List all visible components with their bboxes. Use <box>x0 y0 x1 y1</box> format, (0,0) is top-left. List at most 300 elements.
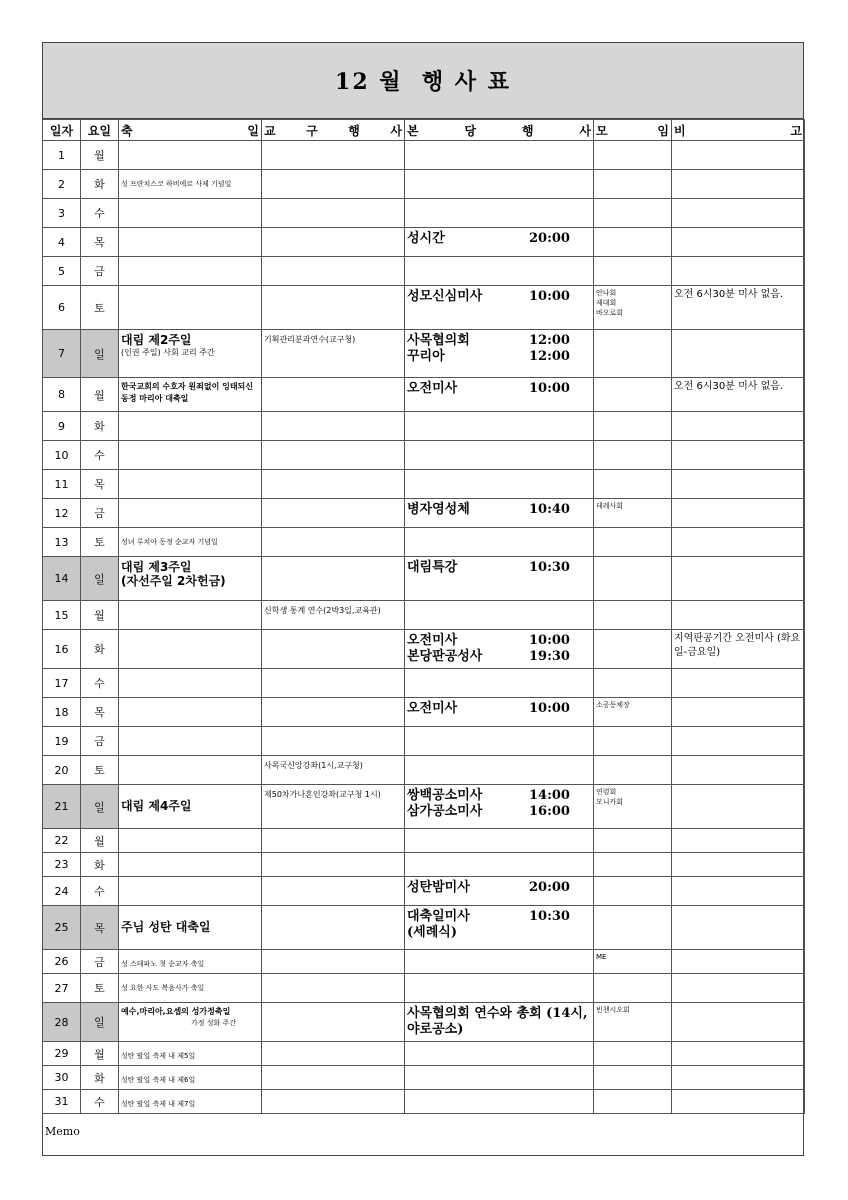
remarks-cell[interactable] <box>672 286 805 330</box>
weekday-cell: 토 <box>81 286 119 330</box>
weekday-cell: 토 <box>81 528 119 557</box>
day-cell: 1 <box>43 141 81 170</box>
table-row <box>43 669 805 698</box>
feast-cell[interactable] <box>119 727 262 756</box>
parish-event-cell[interactable] <box>405 785 594 829</box>
day-cell: 17 <box>43 669 81 698</box>
weekday-cell: 수 <box>81 441 119 470</box>
meeting-cell[interactable] <box>594 601 672 630</box>
parish-event <box>407 880 591 896</box>
table-row <box>43 528 805 557</box>
weekday-cell: 수 <box>81 1090 119 1114</box>
remarks-cell[interactable] <box>672 378 805 412</box>
parish-event-cell[interactable] <box>405 412 594 441</box>
diocese-event-cell[interactable] <box>262 470 405 499</box>
diocese-event-cell[interactable] <box>262 1042 405 1066</box>
remarks-cell[interactable] <box>672 412 805 441</box>
parish-events <box>407 228 591 247</box>
parish-event-cell[interactable] <box>405 974 594 1003</box>
feast-text: 성 프란치스코 하비에르 사제 기념일 <box>121 180 232 188</box>
feast-cell[interactable] <box>119 286 262 330</box>
diocese-event-cell[interactable] <box>262 330 405 378</box>
meeting-cell[interactable] <box>594 378 672 412</box>
parish-event-cell[interactable] <box>405 1066 594 1090</box>
table-row <box>43 170 805 199</box>
meeting-list <box>596 286 669 318</box>
day-cell: 19 <box>43 727 81 756</box>
parish-event-cell[interactable] <box>405 470 594 499</box>
feast-cell[interactable] <box>119 974 262 1003</box>
parish-event-cell[interactable] <box>405 630 594 669</box>
event-time: 10:40 <box>529 502 570 517</box>
parish-event-cell[interactable] <box>405 1042 594 1066</box>
event-name: 대림특강 <box>407 560 458 575</box>
remarks-cell[interactable] <box>672 1003 805 1042</box>
parish-event-cell[interactable] <box>405 557 594 601</box>
parish-events <box>407 785 591 820</box>
header-parish-events <box>405 120 594 141</box>
meeting-cell[interactable] <box>594 257 672 286</box>
table-row <box>43 557 805 601</box>
meeting-cell[interactable] <box>594 412 672 441</box>
remarks-cell[interactable] <box>672 528 805 557</box>
feast-cell[interactable] <box>119 257 262 286</box>
parish-event <box>407 289 591 305</box>
header-char: 모 <box>596 123 608 138</box>
meeting-cell[interactable] <box>594 906 672 950</box>
parish-events <box>407 906 591 941</box>
day-cell: 11 <box>43 470 81 499</box>
event-time: 10:00 <box>529 381 570 396</box>
parish-event <box>407 788 591 804</box>
meeting-cell[interactable] <box>594 727 672 756</box>
schedule-table <box>42 119 805 1114</box>
meeting-cell[interactable] <box>594 557 672 601</box>
header-remarks <box>672 120 805 141</box>
meeting-cell[interactable] <box>594 829 672 853</box>
meeting-item: 제대회 <box>596 299 617 307</box>
feast-cell[interactable] <box>119 877 262 906</box>
meeting-item: 소공동체장 <box>596 701 630 709</box>
meeting-cell[interactable] <box>594 1042 672 1066</box>
parish-events <box>407 877 591 896</box>
day-cell: 31 <box>43 1090 81 1114</box>
meeting-cell[interactable] <box>594 141 672 170</box>
feast-title: 대림 제3주일 <box>121 560 192 574</box>
parish-event <box>407 349 591 365</box>
meeting-cell[interactable] <box>594 470 672 499</box>
remarks-cell[interactable] <box>672 601 805 630</box>
event-time: 16:00 <box>529 804 570 819</box>
remarks-cell[interactable] <box>672 756 805 785</box>
day-cell: 25 <box>43 906 81 950</box>
feast-cell[interactable] <box>119 412 262 441</box>
weekday-cell: 토 <box>81 974 119 1003</box>
meeting-cell[interactable] <box>594 853 672 877</box>
diocese-event-text: 제50차가나혼인강좌(교구청 1시) <box>264 790 381 799</box>
weekday-cell: 일 <box>81 330 119 378</box>
feast-cell[interactable] <box>119 199 262 228</box>
parish-event-cell[interactable] <box>405 1003 594 1042</box>
weekday-cell: 목 <box>81 698 119 727</box>
day-cell: 22 <box>43 829 81 853</box>
day-cell: 8 <box>43 378 81 412</box>
remarks-cell[interactable] <box>672 199 805 228</box>
diocese-event-cell[interactable] <box>262 698 405 727</box>
diocese-event-cell[interactable] <box>262 974 405 1003</box>
diocese-event-cell[interactable] <box>262 170 405 199</box>
diocese-event-cell[interactable] <box>262 853 405 877</box>
diocese-event-text: 신학생 통계 연수(2박3일,교육관) <box>264 606 381 615</box>
table-row <box>43 698 805 727</box>
parish-event <box>407 925 591 941</box>
diocese-event-cell[interactable] <box>262 228 405 257</box>
parish-event <box>407 381 591 397</box>
parish-event <box>407 502 591 518</box>
feast-cell[interactable] <box>119 1003 262 1042</box>
parish-event-cell[interactable] <box>405 698 594 727</box>
table-row <box>43 199 805 228</box>
memo-area[interactable] <box>43 1124 803 1155</box>
event-name: 쌍백공소미사 <box>407 788 483 803</box>
remarks-cell[interactable] <box>672 330 805 378</box>
parish-event <box>407 560 591 576</box>
remarks-cell[interactable] <box>672 470 805 499</box>
meeting-cell[interactable] <box>594 1066 672 1090</box>
parish-event-cell[interactable] <box>405 378 594 412</box>
event-time: 12:00 <box>529 349 570 364</box>
meeting-cell[interactable] <box>594 330 672 378</box>
feast-text <box>121 330 259 359</box>
diocese-event-cell[interactable] <box>262 412 405 441</box>
diocese-event-cell[interactable] <box>262 141 405 170</box>
remarks-cell[interactable] <box>672 906 805 950</box>
diocese-event-cell[interactable] <box>262 1090 405 1114</box>
feast-cell[interactable] <box>119 141 262 170</box>
diocese-event-cell[interactable] <box>262 727 405 756</box>
feast-cell[interactable] <box>119 698 262 727</box>
day-cell: 16 <box>43 630 81 669</box>
header-char: 당 <box>464 123 477 138</box>
diocese-event-cell[interactable] <box>262 557 405 601</box>
day-cell: 27 <box>43 974 81 1003</box>
day-cell: 13 <box>43 528 81 557</box>
diocese-event-cell[interactable] <box>262 378 405 412</box>
meeting-item: 안나회 <box>596 289 617 297</box>
meeting-cell[interactable] <box>594 669 672 698</box>
day-cell: 7 <box>43 330 81 378</box>
meeting-cell[interactable] <box>594 698 672 727</box>
remarks-cell[interactable] <box>672 441 805 470</box>
remarks-cell[interactable] <box>672 974 805 1003</box>
day-cell: 10 <box>43 441 81 470</box>
parish-event-cell[interactable] <box>405 877 594 906</box>
feast-cell[interactable] <box>119 756 262 785</box>
meeting-item: 바오로회 <box>596 309 624 317</box>
table-row <box>43 727 805 756</box>
feast-cell[interactable] <box>119 669 262 698</box>
parish-event-cell[interactable] <box>405 853 594 877</box>
feast-cell[interactable] <box>119 1066 262 1090</box>
table-row <box>43 441 805 470</box>
remarks-cell[interactable] <box>672 1042 805 1066</box>
remarks-cell[interactable] <box>672 950 805 974</box>
remark-text: 오전 6시30분 미사 없음. <box>674 381 784 392</box>
header-weekday: 요일 <box>81 120 119 141</box>
parish-event-cell[interactable] <box>405 228 594 257</box>
weekday-cell: 화 <box>81 1066 119 1090</box>
remarks-cell[interactable] <box>672 257 805 286</box>
remarks-cell[interactable] <box>672 698 805 727</box>
table-row <box>43 974 805 1003</box>
parish-event-cell[interactable] <box>405 330 594 378</box>
parish-event-cell[interactable] <box>405 756 594 785</box>
day-cell: 9 <box>43 412 81 441</box>
day-cell: 2 <box>43 170 81 199</box>
parish-event <box>407 231 591 247</box>
feast-cell[interactable] <box>119 1090 262 1114</box>
table-row <box>43 785 805 829</box>
parish-event-cell[interactable] <box>405 727 594 756</box>
meeting-list <box>596 499 669 511</box>
header-char: 축 <box>121 123 133 138</box>
meeting-cell[interactable] <box>594 1003 672 1042</box>
meeting-cell[interactable] <box>594 630 672 669</box>
table-row <box>43 1042 805 1066</box>
feast-text: 성탄 팔일 축제 내 제6일 <box>121 1076 196 1084</box>
weekday-cell: 금 <box>81 257 119 286</box>
table-row <box>43 228 805 257</box>
remarks-cell[interactable] <box>672 228 805 257</box>
event-name: 성시간 <box>407 231 445 246</box>
feast-cell[interactable] <box>119 470 262 499</box>
feast-cell[interactable] <box>119 170 262 199</box>
weekday-cell: 금 <box>81 499 119 528</box>
table-row <box>43 601 805 630</box>
parish-event-cell[interactable] <box>405 286 594 330</box>
table-row <box>43 412 805 441</box>
meeting-cell[interactable] <box>594 199 672 228</box>
feast-cell[interactable] <box>119 1042 262 1066</box>
remarks-cell[interactable] <box>672 499 805 528</box>
feast-cell[interactable] <box>119 630 262 669</box>
parish-event-cell[interactable] <box>405 441 594 470</box>
weekday-cell: 화 <box>81 630 119 669</box>
day-cell: 20 <box>43 756 81 785</box>
event-time: 19:30 <box>529 649 570 664</box>
parish-event <box>407 909 591 925</box>
parish-event-cell[interactable] <box>405 950 594 974</box>
meeting-cell[interactable] <box>594 974 672 1003</box>
meeting-cell[interactable] <box>594 528 672 557</box>
feast-cell[interactable] <box>119 441 262 470</box>
parish-event-cell[interactable] <box>405 906 594 950</box>
feast-cell[interactable] <box>119 950 262 974</box>
diocese-event-cell[interactable] <box>262 441 405 470</box>
parish-event-cell[interactable] <box>405 199 594 228</box>
feast-text: 성 요한 사도 복음사가 축일 <box>121 984 205 992</box>
feast-text: 한국교회의 수호자 원죄없이 잉태되신 동정 마리아 대축일 <box>121 382 254 403</box>
event-name: 본당판공성사 <box>407 649 483 664</box>
parish-event-cell[interactable] <box>405 141 594 170</box>
remarks-cell[interactable] <box>672 669 805 698</box>
weekday-cell: 일 <box>81 1003 119 1042</box>
header-char: 행 <box>521 123 534 138</box>
table-row <box>43 756 805 785</box>
diocese-event-cell[interactable] <box>262 601 405 630</box>
meeting-cell[interactable] <box>594 1090 672 1114</box>
remarks-cell[interactable] <box>672 829 805 853</box>
remarks-cell[interactable] <box>672 630 805 669</box>
meeting-cell[interactable] <box>594 499 672 528</box>
feast-cell[interactable] <box>119 785 262 829</box>
parish-event-cell[interactable] <box>405 829 594 853</box>
day-cell: 23 <box>43 853 81 877</box>
feast-cell[interactable] <box>119 499 262 528</box>
remarks-cell[interactable] <box>672 170 805 199</box>
meeting-item: 빈첸시오회 <box>596 1006 630 1014</box>
diocese-event-cell[interactable] <box>262 906 405 950</box>
parish-event <box>407 649 591 665</box>
feast-cell[interactable] <box>119 378 262 412</box>
feast-title: 대림 제4주일 <box>121 799 192 813</box>
diocese-event-cell[interactable] <box>262 1003 405 1042</box>
meeting-item: ME <box>596 953 607 961</box>
parish-event-cell[interactable] <box>405 257 594 286</box>
diocese-event-cell[interactable] <box>262 756 405 785</box>
remarks-cell[interactable] <box>672 877 805 906</box>
diocese-event-cell[interactable] <box>262 528 405 557</box>
weekday-cell: 수 <box>81 877 119 906</box>
event-time: 14:00 <box>529 788 570 803</box>
remarks-cell[interactable] <box>672 141 805 170</box>
header-char: 행 <box>348 123 360 138</box>
weekday-cell: 금 <box>81 727 119 756</box>
memo-label: Memo <box>45 1125 80 1138</box>
event-name: 오전미사 <box>407 381 458 396</box>
day-cell: 28 <box>43 1003 81 1042</box>
parish-event-cell[interactable] <box>405 499 594 528</box>
meeting-cell[interactable] <box>594 877 672 906</box>
meeting-cell[interactable] <box>594 785 672 829</box>
day-cell: 15 <box>43 601 81 630</box>
parish-event <box>407 701 591 717</box>
event-name: 꾸리아 <box>407 349 445 364</box>
remarks-cell[interactable] <box>672 557 805 601</box>
parish-events <box>407 557 591 576</box>
table-row <box>43 1090 805 1114</box>
meeting-cell[interactable] <box>594 170 672 199</box>
diocese-event-cell[interactable] <box>262 630 405 669</box>
parish-events <box>407 698 591 717</box>
meeting-cell[interactable] <box>594 950 672 974</box>
event-name: 성모신심미사 <box>407 289 483 304</box>
feast-cell[interactable] <box>119 557 262 601</box>
remarks-cell[interactable] <box>672 1090 805 1114</box>
meeting-cell[interactable] <box>594 756 672 785</box>
diocese-event-cell[interactable] <box>262 785 405 829</box>
remarks-cell[interactable] <box>672 1066 805 1090</box>
meeting-cell[interactable] <box>594 286 672 330</box>
header-day: 일자 <box>43 120 81 141</box>
remarks-cell[interactable] <box>672 785 805 829</box>
meeting-cell[interactable] <box>594 228 672 257</box>
feast-text <box>121 1003 259 1028</box>
event-name: 병자영성체 <box>407 502 470 517</box>
parish-event-cell[interactable] <box>405 669 594 698</box>
parish-event <box>407 804 591 820</box>
diocese-event-text: 기획관리분과연수(교구청) <box>264 335 356 344</box>
meeting-cell[interactable] <box>594 441 672 470</box>
diocese-event-cell[interactable] <box>262 499 405 528</box>
diocese-event-cell[interactable] <box>262 950 405 974</box>
feast-text: 성탄 팔일 축제 내 제7일 <box>121 1100 196 1108</box>
remarks-cell[interactable] <box>672 727 805 756</box>
diocese-event-cell[interactable] <box>262 199 405 228</box>
day-cell: 4 <box>43 228 81 257</box>
parish-event-cell[interactable] <box>405 170 594 199</box>
day-cell: 30 <box>43 1066 81 1090</box>
day-cell: 24 <box>43 877 81 906</box>
table-row <box>43 378 805 412</box>
diocese-event-cell[interactable] <box>262 286 405 330</box>
feast-cell[interactable] <box>119 601 262 630</box>
feast-subtitle: (자선주일 2차헌금) <box>121 574 226 588</box>
day-cell: 5 <box>43 257 81 286</box>
feast-text <box>121 785 259 813</box>
weekday-cell: 토 <box>81 756 119 785</box>
feast-cell[interactable] <box>119 853 262 877</box>
diocese-event-cell[interactable] <box>262 257 405 286</box>
feast-cell[interactable] <box>119 829 262 853</box>
table-row <box>43 829 805 853</box>
feast-cell[interactable] <box>119 330 262 378</box>
feast-subtitle: 가정 성화 주간 <box>191 1019 237 1027</box>
header-char: 구 <box>306 123 318 138</box>
parish-event-cell[interactable] <box>405 601 594 630</box>
header-diocese-events <box>262 120 405 141</box>
day-cell: 18 <box>43 698 81 727</box>
diocese-event-cell[interactable] <box>262 1066 405 1090</box>
header-char: 고 <box>790 123 802 138</box>
diocese-event-cell[interactable] <box>262 669 405 698</box>
page-title: 12 월 행 사 표 <box>335 69 511 95</box>
weekday-cell: 일 <box>81 557 119 601</box>
header-row <box>43 120 805 141</box>
day-cell: 21 <box>43 785 81 829</box>
feast-cell[interactable] <box>119 906 262 950</box>
diocese-event-cell[interactable] <box>262 877 405 906</box>
table-row <box>43 257 805 286</box>
header-char: 임 <box>657 123 669 138</box>
event-time: 10:00 <box>529 633 570 648</box>
feast-cell[interactable] <box>119 228 262 257</box>
remarks-cell[interactable] <box>672 853 805 877</box>
parish-event-cell[interactable] <box>405 528 594 557</box>
feast-cell[interactable] <box>119 528 262 557</box>
feast-text: 성탄 팔일 축제 내 제5일 <box>121 1052 196 1060</box>
weekday-cell: 수 <box>81 199 119 228</box>
remark-text: 지역판공기간 오전미사 (화요일-금요일) <box>674 633 801 658</box>
header-char: 비 <box>674 123 686 138</box>
event-name: 삼가공소미사 <box>407 804 483 819</box>
weekday-cell: 목 <box>81 470 119 499</box>
weekday-cell: 화 <box>81 853 119 877</box>
diocese-event-cell[interactable] <box>262 829 405 853</box>
weekday-cell: 월 <box>81 829 119 853</box>
parish-events <box>407 378 591 397</box>
parish-event-cell[interactable] <box>405 1090 594 1114</box>
